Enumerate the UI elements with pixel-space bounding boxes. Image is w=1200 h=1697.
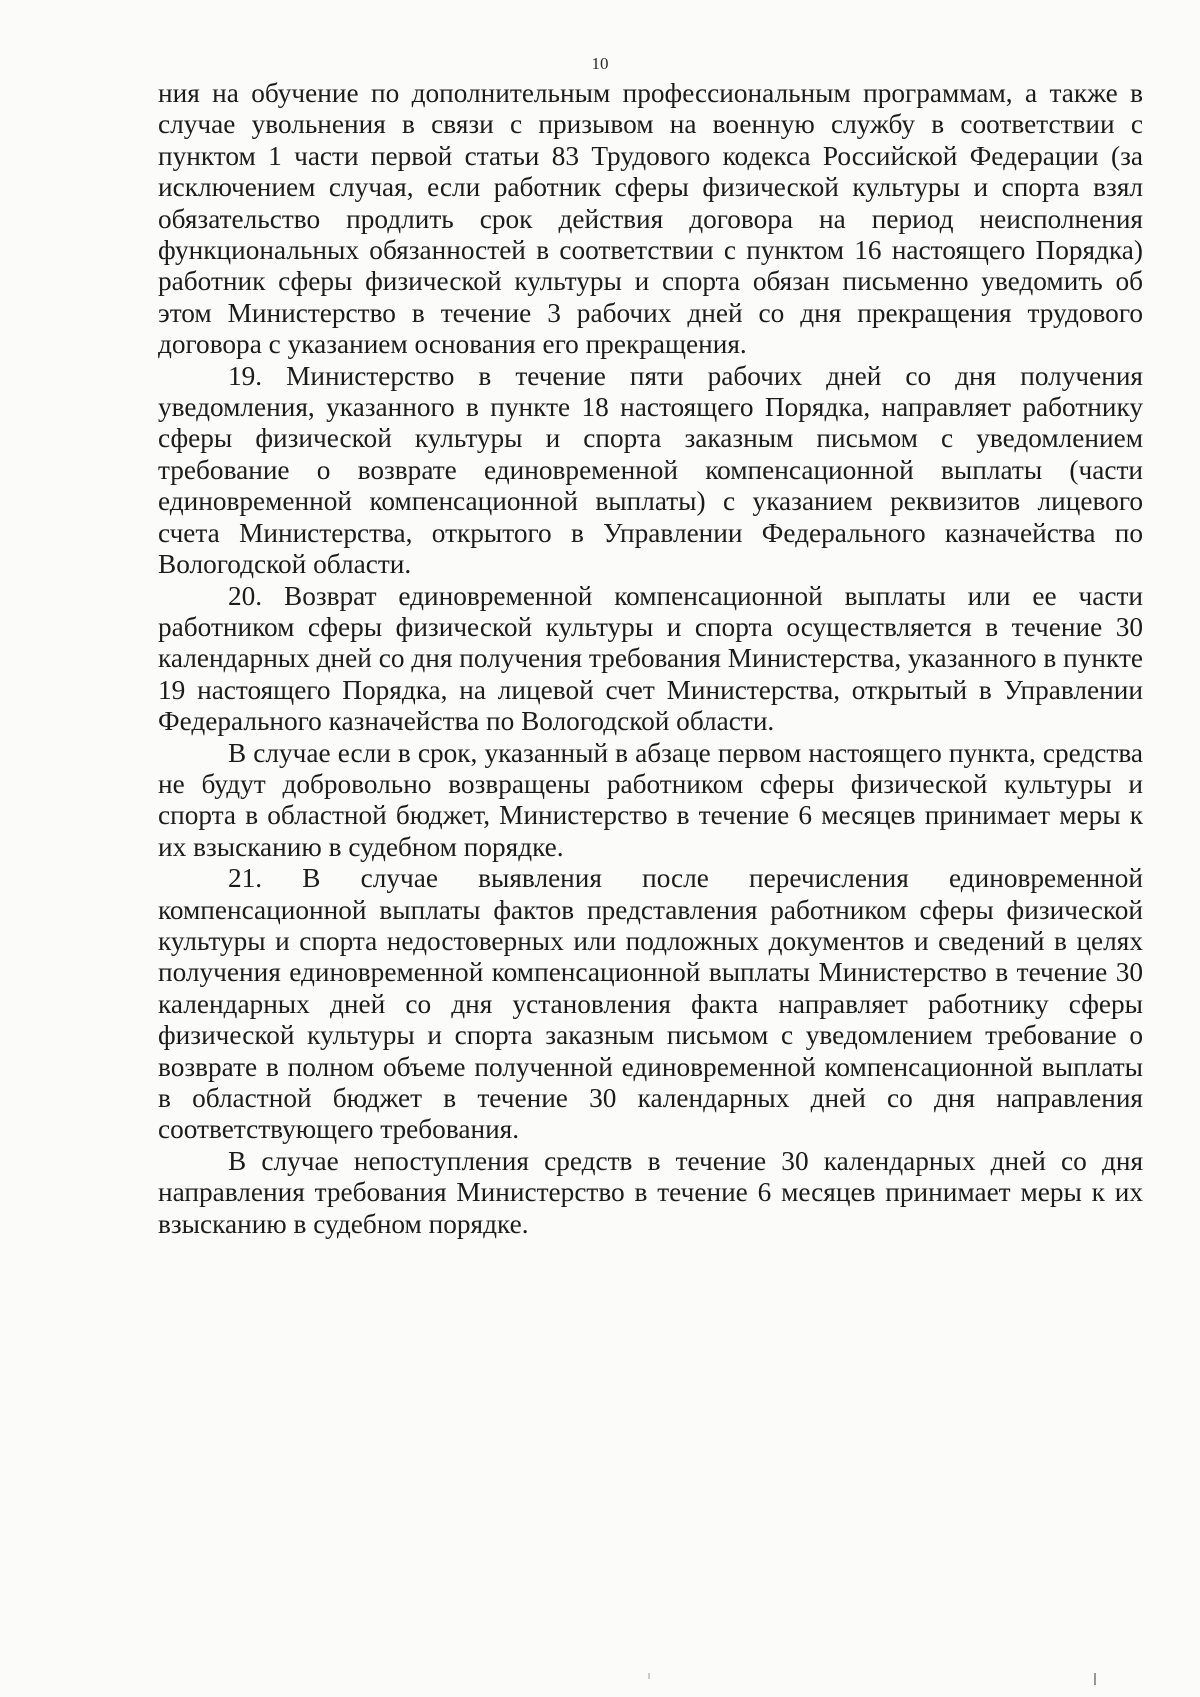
paragraph-continuation: ния на обучение по дополнительным профессиональным программам, а также в случае увольнения в связи с призывом на военную службу в соответствии с пунктом 1 части первой статьи 83 Трудового кодекса Российской Федерации (за исключением случая, если работник сферы физической культуры и спорта взял обязательство продлить срок действия договора на период неисполнения функциональных обязанностей в соответствии с пунктом 16 настоящего Порядка) работник сферы физической культуры и спорта обязан письменно уведомить об этом Министерство в течение 3 рабочих дней со дня прекращения трудового договора с указанием основания его прекращения. [158, 78, 1143, 360]
paragraph-item-20: 20. Возврат единовременной компенсационной выплаты или ее части работником сферы физической культуры и спорта осуществляется в течение 30 календарных дней со дня получения требования Министерства, указанного в пункте 19 настоящего Порядка, на лицевой счет Министерства, открытый в Управлении Федерального казначейства по Вологодской области. [158, 580, 1143, 737]
page-number: 10 [591, 54, 609, 73]
paragraph-item-21-second: В случае непоступления средств в течение 30 календарных дней со дня направления требования Министерство в течение 6 месяцев принимает меры к их взысканию в судебном порядке. [158, 1145, 1143, 1239]
paragraph-item-21: 21. В случае выявления после перечисления единовременной компенсационной выплаты фактов представления работником сферы физической культуры и спорта недостоверных или подложных документов и сведений в целях получения единовременной компенсационной выплаты Министерство в течение 30 календарных дней со дня установления факта направляет работнику сферы физической культуры и спорта заказным письмом с уведомлением требование о возврате в полном объеме полученной единовременной компенсационной выплаты в областной бюджет в течение 30 календарных дней со дня направления соответствующего требования. [158, 863, 1143, 1145]
paragraph-item-20-second: В случае если в срок, указанный в абзаце первом настоящего пункта, средства не будут добровольно возвращены работником сферы физической культуры и спорта в областной бюджет, Министерство в течение 6 месяцев принимает меры к их взысканию в судебном порядке. [158, 737, 1143, 862]
paragraph-item-19: 19. Министерство в течение пяти рабочих дней со дня получения уведомления, указанного в пункте 18 настоящего Порядка, направляет работнику сферы физической культуры и спорта заказным письмом с уведомлением требование о возврате единовременной компенсационной выплаты (части единовременной компенсационной выплаты) с указанием реквизитов лицевого счета Министерства, открытого в Управлении Федерального казначейства по Вологодской области. [158, 360, 1143, 580]
scan-artifact-dot [648, 1673, 650, 1679]
document-body [158, 78, 1143, 1240]
scan-artifact-mark [1094, 1673, 1096, 1685]
